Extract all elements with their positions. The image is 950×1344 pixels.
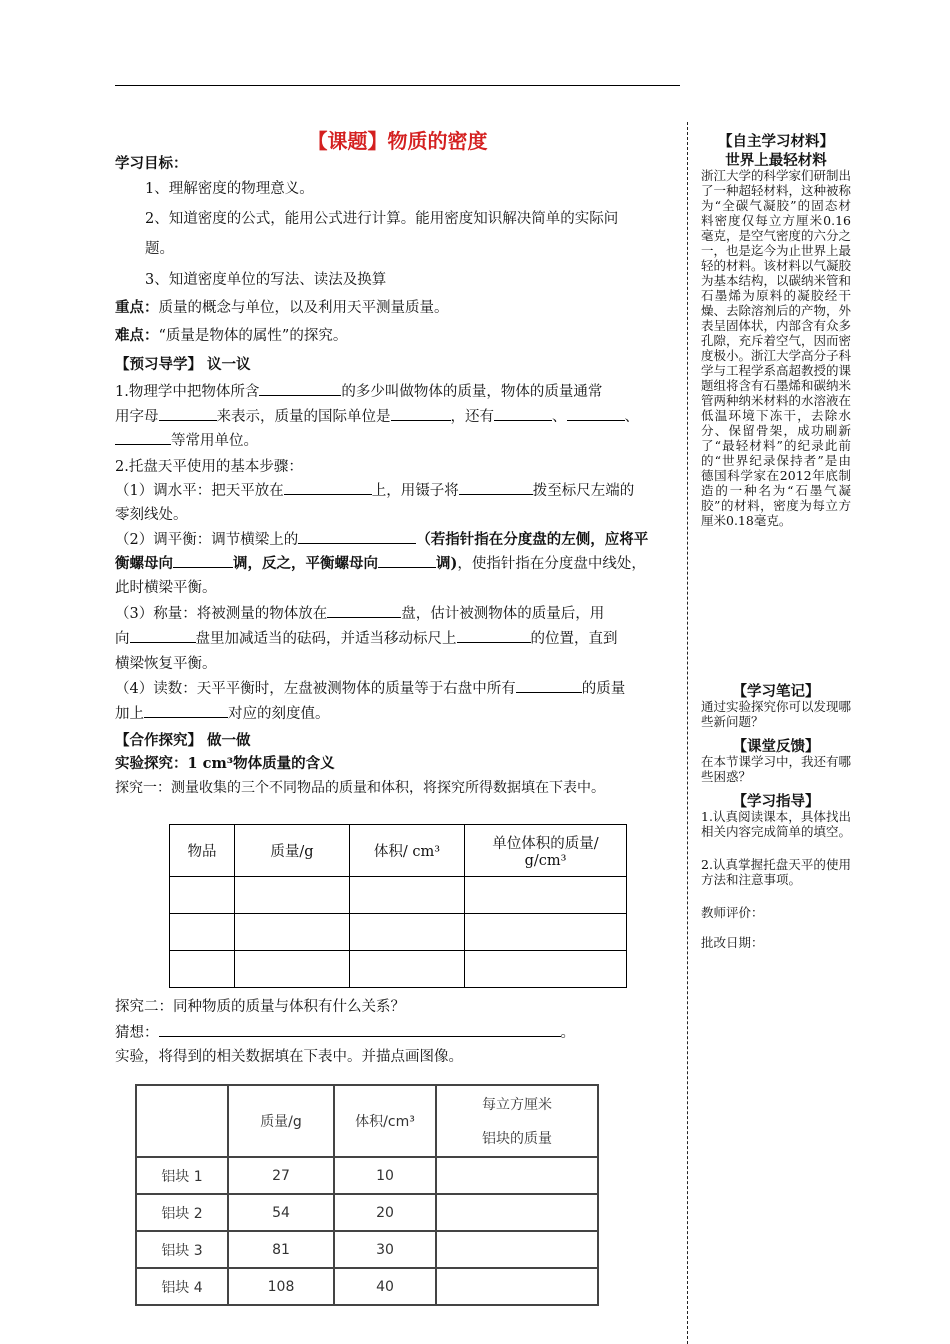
table-row [136, 1231, 598, 1268]
volume-value: 40 [334, 1268, 436, 1305]
header-item: 物品 [170, 825, 235, 877]
guide-heading: 【学习指导】 [732, 793, 820, 810]
explore-two: 探究二：同种物质的质量与体积有什么关系？ [115, 999, 405, 1015]
step4-line1 [115, 677, 680, 701]
q1-text-d: 来表示，质量的国际单位是 [216, 409, 391, 425]
blank-field[interactable] [115, 430, 171, 445]
s2-text-f: ，使指针指在分度盘中线处， [457, 556, 646, 572]
blank-field[interactable] [144, 703, 228, 718]
header-rule [115, 85, 680, 86]
table-cell[interactable] [465, 951, 627, 988]
guess-end: 。 [560, 1025, 575, 1041]
table-cell[interactable] [436, 1231, 598, 1268]
objective-1: 1、理解密度的物理意义。 [145, 181, 314, 197]
s4-text-b: 的质量 [581, 681, 626, 697]
s2-text-d: 调，反之，平衡螺母向 [233, 555, 378, 572]
aluminum-table [135, 1084, 599, 1306]
s4-text-d: 对应的刻度值。 [228, 706, 330, 722]
table-cell[interactable] [350, 914, 465, 951]
header-unit-mass [465, 825, 627, 877]
header-unit-mass-l1: 单位体积的质量/ [492, 836, 599, 852]
s3-text-e: 的位置，直到 [530, 631, 618, 647]
q1-line1 [115, 380, 680, 404]
table-cell[interactable] [465, 914, 627, 951]
blank-field[interactable] [457, 628, 531, 643]
header-volume: 体积/cm³ [334, 1085, 436, 1157]
objectives-label: 学习目标： [115, 155, 188, 172]
objective-2: 2、知道密度的公式，能用公式进行计算。能用密度知识解决简单的实际问 [145, 211, 619, 227]
s2-text-c: 衡螺母向 [115, 555, 173, 572]
table-cell[interactable] [170, 951, 235, 988]
guide-item-1: 1.认真阅读课本，具体找出相关内容完成简单的填空。 [701, 809, 852, 839]
blank-field[interactable] [259, 381, 341, 396]
mass-value: 108 [228, 1268, 334, 1305]
s4-text-c: 加上 [115, 706, 144, 722]
experiment-title: 实验探究：1 cm³物体质量的含义 [115, 755, 335, 772]
guess-line [115, 1021, 680, 1045]
table-row [170, 914, 627, 951]
s2-text-b: （若指针指在分度盘的左侧，应将平 [416, 531, 649, 548]
blank-field[interactable] [516, 678, 582, 693]
blank-field[interactable] [130, 628, 196, 643]
row-label: 铝块 3 [136, 1231, 228, 1268]
s1-text-b: 上，用镊子将 [371, 483, 459, 499]
difficult-point [115, 324, 680, 348]
q1-text-g: 、 [624, 409, 639, 425]
table-cell[interactable] [465, 877, 627, 914]
header-per-cm3-l1: 每立方厘米 [482, 1097, 552, 1113]
table-row [170, 877, 627, 914]
step3-line1 [115, 602, 680, 626]
blank-field[interactable] [159, 406, 217, 421]
mass-value: 81 [228, 1231, 334, 1268]
volume-value: 10 [334, 1157, 436, 1194]
s3-text-b: 盘，估计被测物体的质量后，用 [401, 606, 605, 622]
q1-text-c: 用字母 [115, 409, 159, 425]
s2-text-e: 调) [436, 555, 458, 572]
objective-2-cont: 题。 [145, 241, 174, 257]
measurement-table [169, 824, 627, 988]
step1-line1 [115, 479, 680, 503]
key-text: 质量的概念与单位，以及利用天平测量质量。 [158, 300, 449, 316]
table-cell[interactable] [350, 951, 465, 988]
step3-line2 [115, 627, 680, 651]
table-cell[interactable] [235, 914, 350, 951]
notes-heading: 【学习笔记】 [732, 683, 820, 700]
s1-text-a: （1）调水平：把天平放在 [115, 483, 284, 499]
blank-field[interactable] [327, 603, 401, 618]
q1-text-b: 的多少叫做物体的质量，物体的质量通常 [341, 384, 603, 400]
blank-field[interactable] [391, 406, 451, 421]
material-heading: 【自主学习材料】 [718, 133, 834, 150]
blank-field[interactable] [494, 406, 552, 421]
volume-value: 30 [334, 1231, 436, 1268]
guess-label: 猜想： [115, 1025, 159, 1041]
volume-value: 20 [334, 1194, 436, 1231]
s2-text-a: （2）调平衡：调节横梁上的 [115, 532, 299, 548]
header-mass: 质量/g [228, 1085, 334, 1157]
blank-field[interactable] [173, 553, 233, 568]
guess-blank[interactable] [159, 1022, 561, 1037]
q1-text-a: 1.物理学中把物体所含 [115, 384, 260, 400]
s3-text-d: 盘里加减适当的砝码，并适当移动标尺上 [195, 631, 457, 647]
teacher-eval: 教师评价： [701, 905, 764, 920]
key-label: 重点： [115, 299, 159, 316]
table-cell[interactable] [235, 951, 350, 988]
row-label: 铝块 4 [136, 1268, 228, 1305]
row-label: 铝块 1 [136, 1157, 228, 1194]
step4-line2 [115, 702, 680, 726]
preview-heading: 【预习导学】 议一议 [115, 356, 251, 373]
q1-text-h: 等常用单位。 [171, 433, 258, 449]
table-cell[interactable] [436, 1194, 598, 1231]
q1-text-f: 、 [552, 409, 567, 425]
header-volume: 体积/ cm³ [350, 825, 465, 877]
experiment-instruction: 实验，将得到的相关数据填在下表中。并描点画图像。 [115, 1049, 463, 1065]
grade-date: 批改日期： [701, 935, 764, 950]
step1-line2: 零刻线处。 [115, 507, 188, 523]
objective-3: 3、知道密度单位的写法、读法及换算 [145, 272, 387, 288]
key-point [115, 296, 680, 320]
coop-heading: 【合作探究】 做一做 [115, 732, 251, 749]
column-divider [687, 122, 688, 1344]
table-row [170, 951, 627, 988]
blank-field[interactable] [459, 480, 533, 495]
blank-field[interactable] [567, 406, 625, 421]
header-mass: 质量/g [235, 825, 350, 877]
table-cell[interactable] [436, 1268, 598, 1305]
table-cell[interactable] [235, 877, 350, 914]
feedback-heading: 【课堂反馈】 [732, 738, 820, 755]
mass-value: 54 [228, 1194, 334, 1231]
table-row [136, 1268, 598, 1305]
s3-text-a: （3）称量：将被测量的物体放在 [115, 606, 328, 622]
header-per-cm3-l2: 铝块的质量 [482, 1131, 552, 1147]
blank-field[interactable] [298, 529, 416, 544]
notes-text: 通过实验探究你可以发现哪些新问题？ [701, 699, 852, 729]
diff-label: 难点： [115, 327, 159, 344]
s3-text-c: 向 [115, 631, 130, 647]
table-cell[interactable] [170, 914, 235, 951]
blank-field[interactable] [284, 480, 372, 495]
table-cell[interactable] [436, 1157, 598, 1194]
row-label: 铝块 2 [136, 1194, 228, 1231]
table-row [136, 1157, 598, 1194]
guide-item-2: 2.认真掌握托盘天平的使用方法和注意事项。 [701, 857, 851, 887]
q2-heading: 2.托盘天平使用的基本步骤： [115, 459, 303, 475]
step2-line3: 此时横梁平衡。 [115, 580, 217, 596]
header-blank [136, 1085, 228, 1157]
q1-line3 [115, 429, 680, 453]
diff-text: “质量是物体的属性”的探究。 [158, 328, 348, 344]
s1-text-c: 拨至标尺左端的 [532, 483, 635, 499]
feedback-text: 在本节课学习中，我还有哪些困惑？ [701, 754, 852, 784]
s4-text-a: （4）读数：天平平衡时，左盘被测物体的质量等于右盘中所有 [115, 681, 516, 697]
explore-one: 探究一：测量收集的三个不同物品的质量和体积，将探究所得数据填在下表中。 [115, 780, 605, 796]
page-title: 【课题】物质的密度 [307, 129, 488, 153]
table-cell[interactable] [170, 877, 235, 914]
q1-line2 [115, 405, 680, 429]
mass-value: 27 [228, 1157, 334, 1194]
step2-line1 [115, 528, 680, 552]
table-row [136, 1194, 598, 1231]
material-text: 浙江大学的科学家们研制出了一种超轻材料，这种被称为“全碳气凝胶”的固态材料密度仅每立方厘米0.16毫克，是空气密度的六分之一，也是迄今为止世界上最轻的材料。该材料以气凝胶为基本结构，以碳纳米管和石墨烯为原料的凝胶经干燥、去除溶剂后的产物，外表呈固体状，内部含有众多孔隙，充斥着空气，因而密度极小。浙江大学高分子科学与工程学系高超教授的课题组将含有石墨烯和碳纳米管两种纳米材料的水溶液在低温环境下冻干，去除水分、保留骨架，成功刷新了“最轻材料”的纪录此前的“世界纪录保持者”是由德国科学家在2012年底制造的一种名为“石墨气凝胶”的材料，密度为每立方厘米0.18毫克。 [701, 168, 852, 528]
material-title: 世界上最轻材料 [725, 152, 827, 169]
step2-line2 [115, 552, 680, 576]
q1-text-e: ，还有 [450, 409, 494, 425]
table-cell[interactable] [350, 877, 465, 914]
header-per-cm3 [436, 1085, 598, 1157]
header-unit-mass-l2: g/cm³ [524, 853, 567, 869]
blank-field[interactable] [378, 553, 436, 568]
step3-line3: 横梁恢复平衡。 [115, 656, 217, 672]
